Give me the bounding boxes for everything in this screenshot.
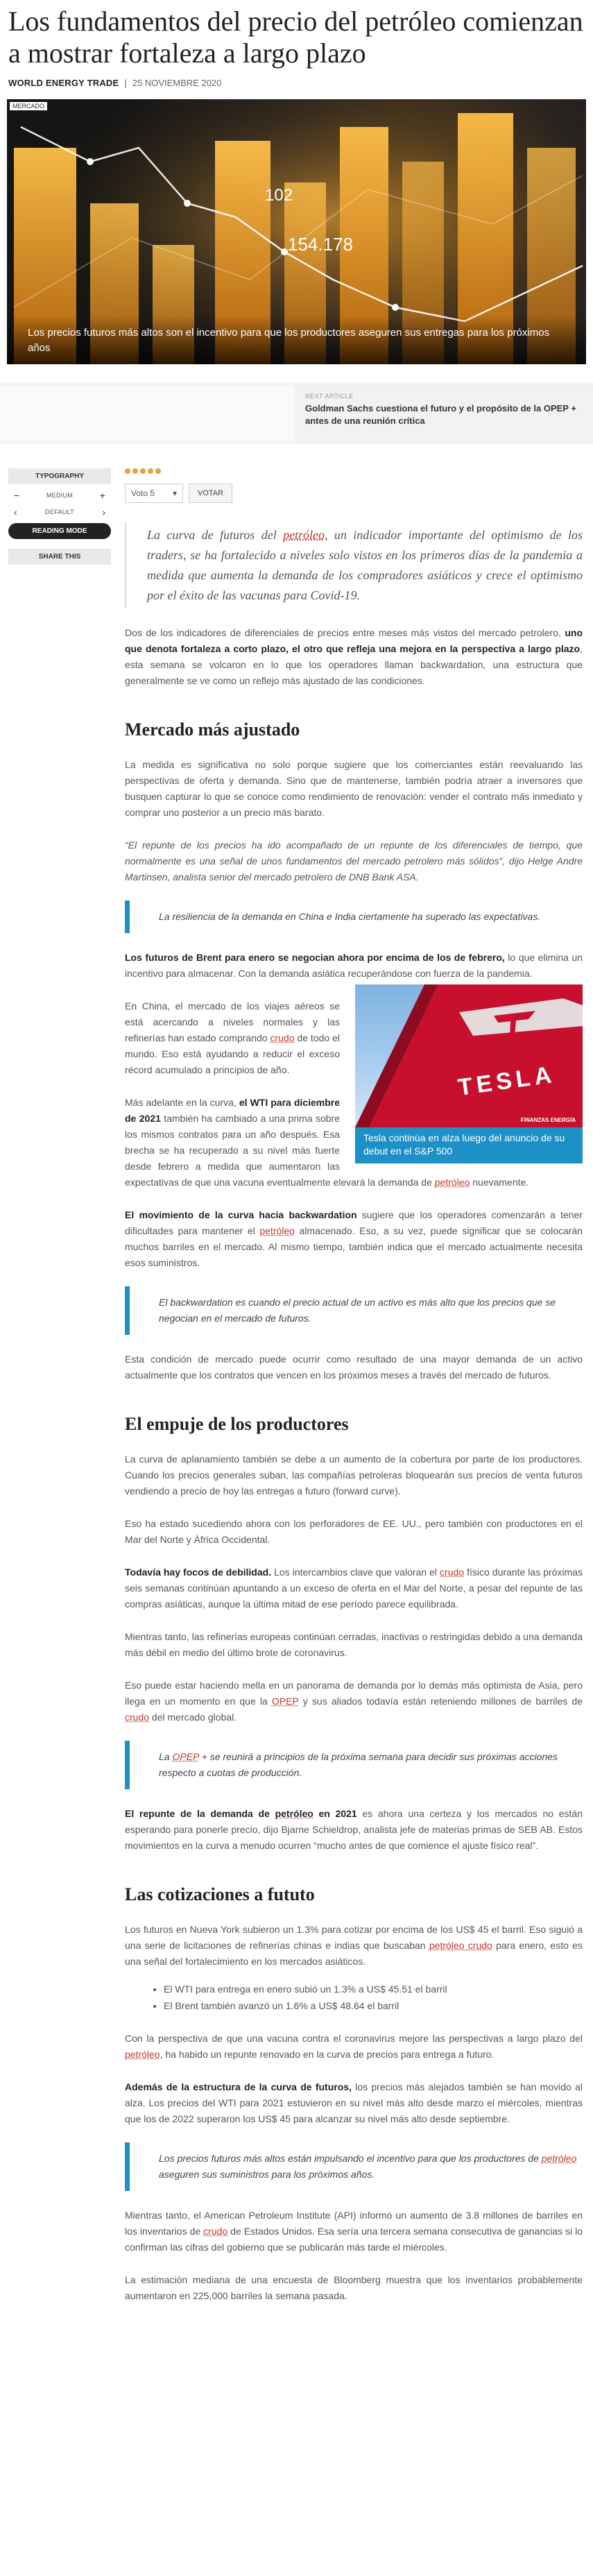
paragraph xyxy=(125,2031,583,2063)
lead-text: , un indicador importante del optimismo de los traders, se ha fortalecido a niveles solo vistos en los primeros días de la pandemia a medida que aumenta la demanda de los compradores asiáticos y crece el optimismo por el éxito de las vacunas para Covid-19. xyxy=(147,528,583,602)
minus-icon[interactable]: − xyxy=(14,490,20,501)
text: Los precios futuros más altos están impulsando el incentivo para que los productores de xyxy=(159,2153,542,2164)
article-author[interactable]: WORLD ENERGY TRADE xyxy=(8,78,119,88)
article-body xyxy=(125,468,583,2304)
paragraph: La medida es significativa no solo porque sugiere que los comerciantes están reevaluando las perspectivas de oferta y demanda. Sino que de mantenerse, también podría atraer a inversores que busquen capturar lo que se conoce como rendimiento de renovación: vender el contrato más inmediato y comprar uno posterior a un precio más barato. xyxy=(125,759,583,818)
keyword-link[interactable]: petróleo xyxy=(125,2049,160,2060)
plus-icon[interactable]: + xyxy=(99,490,105,501)
text: Mientras tanto, el American Petroleum Institute (API) informó un aumento de 3.8 millones de barriles en los inventarios de xyxy=(125,2210,583,2237)
text: La xyxy=(159,1751,173,1762)
star-rating[interactable] xyxy=(125,468,583,474)
text: nuevamente. xyxy=(470,1177,529,1188)
next-article-title[interactable]: Goldman Sachs cuestiona el futuro y el propósito de la OPEP + antes de una reunión crítica xyxy=(305,403,576,426)
keyword-link[interactable]: crudo xyxy=(125,1712,150,1723)
category-tag[interactable]: MERCADO xyxy=(10,102,47,110)
figure-caption: Tesla continúa en alza luego del anuncio de su debut en el S&P 500 xyxy=(355,1127,583,1163)
paragraph xyxy=(125,1678,583,1725)
keyword-link[interactable]: OPEP xyxy=(271,1696,299,1707)
lead-paragraph xyxy=(125,522,583,608)
article-title: Los fundamentos del precio del petróleo comienzan a mostrar fortaleza a largo plazo xyxy=(8,6,583,69)
reading-mode-button[interactable]: READING MODE xyxy=(8,523,111,539)
text: de todo el mundo. Eso está ayudando a reducir el exceso récord acumulado a principios de año. xyxy=(125,1032,340,1075)
keyword-link[interactable]: OPEP xyxy=(172,1751,199,1762)
quote-paragraph: “El repunte de los precios ha ido acompañado de un repunte de los diferenciales de tiempo, que normalmente es una señal de unos fundamentos del mercado petrolero más sólidos”, dijo Helge Andre Martinsen, analista senior del mercado petrolero de DNB Bank ASA. xyxy=(125,839,583,882)
section-heading: El empuje de los productores xyxy=(125,1414,349,1434)
font-family-control xyxy=(8,506,111,518)
paragraph xyxy=(125,2079,583,2127)
next-article-link[interactable] xyxy=(294,384,593,443)
text: sugiere que los operadores comenzarán a tener dificultades para mantener el xyxy=(125,1209,583,1236)
text: Con la perspectiva de que una vacuna contra el coronavirus mejore las perspectivas a largo plazo del xyxy=(125,2033,583,2044)
text: es ahora una certeza y los mercados no están esperando para ponerle precio, dijo Bjarne Schieldrop, analista jefe de materias primas de SEB AB. Estos movimientos en la curva a menudo ocurren “mucho antes de que comience el ajuste físico real”. xyxy=(125,1808,583,1851)
keyword-link[interactable]: petróleo xyxy=(434,1177,470,1188)
article-layout xyxy=(0,468,593,2304)
text: Los intercambios clave que valoran el xyxy=(271,1567,440,1578)
text: del mercado global. xyxy=(149,1712,237,1723)
vote-select-value: Voto 5 xyxy=(131,488,155,498)
pull-quote xyxy=(125,1741,583,1789)
list-item: • El Brent también avanzó un 1.6% a US$ 48.64 el barril xyxy=(164,1997,583,2014)
hero-number-1: 102 xyxy=(265,186,293,205)
paragraph xyxy=(125,1207,583,1271)
font-family-value: DEFAULT xyxy=(45,509,74,515)
tesla-figure xyxy=(355,984,583,1163)
text: Más adelante en la curva, xyxy=(125,1097,239,1108)
paragraph: Esta condición de mercado puede ocurrir como resultado de una mayor demanda de un activo actualmente que los contratos que vencen en los próximos meses a través del mercado de futuros. xyxy=(125,1354,583,1381)
pull-quote: La resiliencia de la demanda en China e India ciertamente ha superado las expectativas. xyxy=(125,901,583,933)
text: , esta semana se volcaron en lo que los operadores llaman backwardation, una estructura que generalmente se ve como un reflejo más ajustado de las condiciones. xyxy=(125,643,583,686)
keyword-link[interactable]: crudo xyxy=(270,1032,295,1043)
text: , ha habido un repunte renovado en la curva de precios para entrega a futuro. xyxy=(160,2049,495,2060)
rating-dot[interactable] xyxy=(148,468,153,474)
dropdown-caret-icon: ▾ xyxy=(172,488,177,498)
text: y sus aliados todavía están reteniendo millones de barriles de xyxy=(298,1696,583,1707)
bold-text: Además de la estructura de la curva de futuros, xyxy=(125,2081,352,2092)
vote-select[interactable] xyxy=(125,484,183,503)
paragraph xyxy=(125,2208,583,2255)
keyword-link[interactable]: crudo xyxy=(203,2226,228,2237)
hero-image xyxy=(7,99,586,364)
rating-dot[interactable] xyxy=(125,468,130,474)
reading-tools-sidebar xyxy=(0,468,119,2304)
lead-text: La curva de futuros del xyxy=(147,528,284,542)
rating-dot[interactable] xyxy=(155,468,161,474)
keyword-link[interactable]: petróleo xyxy=(541,2153,577,2164)
tesla-brand-text: TESLA xyxy=(456,1061,558,1101)
paragraph: La curva de aplanamiento también se debe a un aumento de la cobertura por parte de los productores. Cuando los precios generales suban, las compañías petroleras bloquearán sus precios de venta futuros vendiendo a precio de hoy las entregas a futuro (forward curve). xyxy=(125,1453,583,1496)
list-item: • El WTI para entrega en enero subió un 1.3% a US$ 45.51 el barril xyxy=(164,1981,583,1997)
chevron-right-icon[interactable]: › xyxy=(102,506,105,518)
rating-dot[interactable] xyxy=(132,468,138,474)
hero-caption: Los precios futuros más altos son el incentivo para que los productores aseguren sus entregas para los próximos años xyxy=(7,316,586,364)
keyword-link[interactable]: petróleo crudo xyxy=(429,1940,492,1951)
text: Dos de los indicadores de diferenciales de precios entre meses más vistos del mercado petrolero, xyxy=(125,627,565,638)
paragraph xyxy=(125,1922,583,1970)
next-article-bar xyxy=(0,384,593,443)
text: lo que elimina un incentivo para almacenar. Con la demanda asiática recuperándose con fuerza de la pandemia. xyxy=(125,952,583,979)
text: Los futuros en Nueva York subieron un 1.3% para cotizar por encima de los US$ 45 el barril. Eso siguió a una serie de licitaciones de refinerías chinas e indias que buscaban xyxy=(125,1924,583,1951)
pull-quote: El backwardation es cuando el precio actual de un activo es más alto que los precios que se negocian en el mercado de futuros. xyxy=(125,1286,583,1335)
rating-dot[interactable] xyxy=(140,468,146,474)
article-date: 25 NOVIEMBRE 2020 xyxy=(132,78,222,88)
bold-text: en 2021 xyxy=(313,1808,357,1819)
text: para enero, esto es una señal del fortalecimiento en los mercados asiáticos. xyxy=(125,1940,583,1967)
paragraph xyxy=(125,1564,583,1612)
paragraph xyxy=(125,625,583,689)
typography-header: TYPOGRAPHY xyxy=(8,468,111,484)
bold-text: uno que denota fortaleza a corto plazo, el otro que refleja una mejora en la perspectiva a largo plazo xyxy=(125,627,583,654)
article-meta xyxy=(0,69,593,88)
tesla-image xyxy=(355,984,583,1127)
text: + se reunirá a principios de la próxima semana para decidir sus próximas acciones respecto a cuotas de producción. xyxy=(159,1751,558,1778)
section-heading: Las cotizaciones a fututo xyxy=(125,1884,315,1904)
text: también ha cambiado a una prima sobre los mismos contratos para un año después. Esa brecha se ha recuperado a su nivel más fuerte desde febrero a medida que aumentaron las expectativas de que una vacuna eventualmente elevará la demanda de xyxy=(125,1113,435,1188)
bold-text: El movimiento de la curva hacia backwardation xyxy=(125,1209,357,1220)
bold-text: Todavía hay focos de debilidad. xyxy=(125,1567,272,1578)
paragraph xyxy=(125,950,583,982)
paragraph: Eso ha estado sucediendo ahora con los perforadores de EE. UU., pero también con productores en el Mar del Norte y África Occidental. xyxy=(125,1518,583,1545)
keyword-link[interactable]: petróleo xyxy=(283,528,325,542)
price-list xyxy=(164,1981,583,2014)
paragraph: Mientras tanto, las refinerías europeas continúan cerradas, inactivas o restringidas debido a una demanda más débil en medio del último brote de coronavirus. xyxy=(125,1631,583,1658)
bold-text: el WTI para diciembre de 2021 xyxy=(125,1097,340,1124)
keyword-link[interactable]: crudo xyxy=(440,1567,465,1578)
image-watermark: FINANZAS ENERGÍA xyxy=(520,1117,576,1123)
tesla-sign-graphic xyxy=(355,984,583,1127)
pull-quote xyxy=(125,2142,583,2191)
next-article-label: NEXT ARTICLE xyxy=(305,393,354,400)
font-size-control xyxy=(8,490,111,501)
text: Eso puede estar haciendo mella en un panorama de demanda por lo demás más optimista de Asia, pero llega en un momento en que la xyxy=(125,1680,583,1707)
font-size-value: MEDIUM xyxy=(46,492,74,499)
bold-text: El repunte de la demanda de xyxy=(125,1808,275,1819)
paragraph: La estimación mediana de una encuesta de Bloomberg muestra que los inventarios probablemente aumentaron en 225,000 barriles la semana pasada. xyxy=(125,2274,583,2301)
prev-article-slot xyxy=(0,384,294,443)
text: aseguren sus suministros para los próximos años. xyxy=(159,2169,375,2180)
section-heading: Mercado más ajustado xyxy=(125,719,300,740)
text: de Estados Unidos. Esa sería una tercera semana consecutiva de ganancias si lo confirman las cifras del gobierno que se publicarán más tarde el miércoles. xyxy=(125,2226,583,2253)
text: físico durante las próximas seis semanas continúan apuntando a un exceso de oferta en el Mar del Norte, a pesar del repunte de las compras asiáticas, aunque la última mitad de ese período parece equilibrada. xyxy=(125,1567,583,1610)
keyword-link[interactable]: petróleo xyxy=(259,1225,295,1236)
text: En China, el mercado de los viajes aéreos se está acercando a niveles normales y las refinerías han estado comprando xyxy=(125,1000,340,1043)
keyword-link[interactable]: petróleo xyxy=(275,1808,313,1819)
chevron-left-icon[interactable]: ‹ xyxy=(14,506,17,518)
share-button[interactable]: SHARE THIS xyxy=(8,549,111,565)
paragraph xyxy=(125,1806,583,1854)
meta-separator: | xyxy=(124,78,127,88)
vote-row xyxy=(125,484,583,503)
hero-number-2: 154.178 xyxy=(288,234,353,255)
bold-text: Los futuros de Brent para enero se negocian ahora por encima de los de febrero, xyxy=(125,952,505,963)
text: los precios más alejados también se han movido al alza. Los precios del WTI para 2021 estuvieron en su nivel más alto desde marzo el miércoles, mientras que los de 2022 superaron los US$ 45 para alcanzar su nivel más alto desde septiembre. xyxy=(125,2081,583,2124)
vote-button[interactable]: VOTAR xyxy=(189,484,232,503)
text: almacenado. Eso, a su vez, puede significar que se colocarán muchos barriles en el mercado. Al mismo tiempo, también indica que el mercado actualmente necesita esos suministros. xyxy=(125,1225,583,1268)
